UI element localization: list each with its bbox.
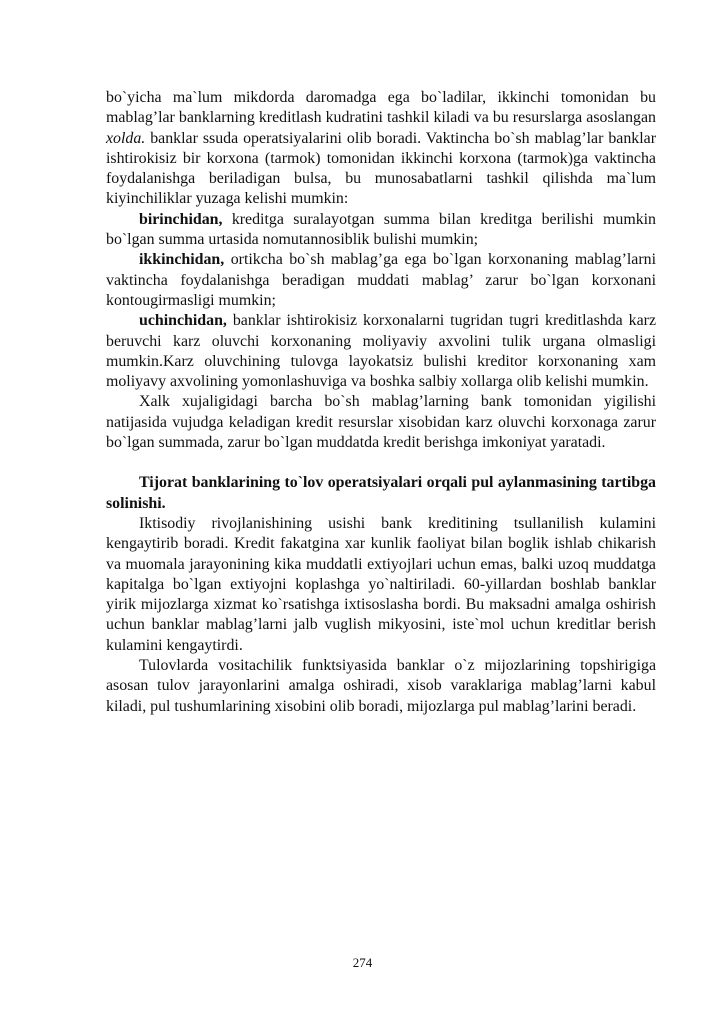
page-number: 274 [352, 955, 373, 970]
item-text: banklar ishtirokisiz korxonalarni tugridan tugri kreditlashda karz beruvchi karz oluvchi korxonaning moliyaviy axvolini tulik urgana olmasligi mumkin.Karz oluvchining tulovga layokatsiz bulishi kreditor korxonaning xam moliyavy axvolining yomonlashuviga va boshka salbiy xollarga olib kelishi mumkin. [106, 312, 656, 391]
paragraph: Tulovlarda vositachilik funktsiyasida banklar o`z mijozlarining topshirigiga asosan tulov jarayonlarini amalga oshiradi, xisob varaklariga mablag’larni kabul kiladi, pul tushumlarining xisobini olib boradi, mijozlarga pul mablag’larini beradi. [106, 657, 656, 715]
paragraph-text: banklar ssuda operatsiyalarini olib boradi. Vaktincha bo`sh mablag’lar banklar ishtirokisiz bir korxona (tarmok) tomonidan ikkinchi korxona (tarmok)ga vaktincha foydalanishga beriladigan bulsa, bu munosabatlarni tashkil qilishda ma`lum kiyinchiliklar yuzaga kelishi mumkin: [106, 129, 656, 208]
item-label: uchinchidan, [139, 312, 227, 330]
paragraph: Iktisodiy rivojlanishining usishi bank kreditining tsullanilish kulamini kengaytirib boradi. Kredit fakatgina xar kunlik faoliyat bilan boglik ishlab chikarish va muomala jarayonining kika muddatli extiyojlari uchun emas, balki uzoq muddatga kapitalga bo`lgan extiyojni koplashga yo`naltiriladi. 60-yillardan boshlab banklar yirik mijozlarga xizmat ko`rsatishga ixtisoslasha bordi. Bu maksadni amalga oshirish uchun banklar mablag’larni jalb vuglish mikyosini, iste`mol uchun kreditlar berish kulamini kengaytirdi. [106, 514, 656, 654]
section-heading: Tijorat banklarining to`lov operatsiyalari orqali pul aylanmasining tartibga solinishi. [106, 474, 656, 512]
list-item-third [106, 311, 656, 392]
paragraph-continued [106, 88, 656, 210]
spacer [106, 453, 656, 473]
page-body [106, 88, 656, 717]
list-item-first [106, 210, 656, 251]
paragraph: Xalk xujaligidagi barcha bo`sh mablag’larning bank tomonidan yigilishi natijasida vujudga keladigan kredit resurslar xisobidan karz oluvchi korxonaga zarur bo`lgan summada, zarur bo`lgan muddatda kredit berishga imkoniyat yaratadi. [106, 393, 656, 452]
item-label: birinchidan, [139, 210, 223, 228]
paragraph-text: bo`yicha ma`lum mikdorda daromadga ega bo`ladilar, ikkinchi tomonidan bu mablag’lar banklarning kreditlash kudratini tashkil kiladi va bu resurslarga asoslangan [106, 89, 656, 127]
item-text: kreditga suralayotgan summa bilan kreditga berilishi mumkin bo`lgan summa urtasida nomutannosiblik bulishi mumkin; [106, 210, 656, 249]
item-text: ortikcha bo`sh mablag’ga ega bo`lgan korxonaning mablag’larni vaktincha foydalanishga beradigan muddati mablag’ zarur bo`lgan korxonani kontougirmasligi mumkin; [106, 251, 656, 309]
italic-word: xolda. [106, 129, 146, 147]
list-item-second [106, 250, 656, 311]
item-label: ikkinchidan, [139, 251, 225, 269]
